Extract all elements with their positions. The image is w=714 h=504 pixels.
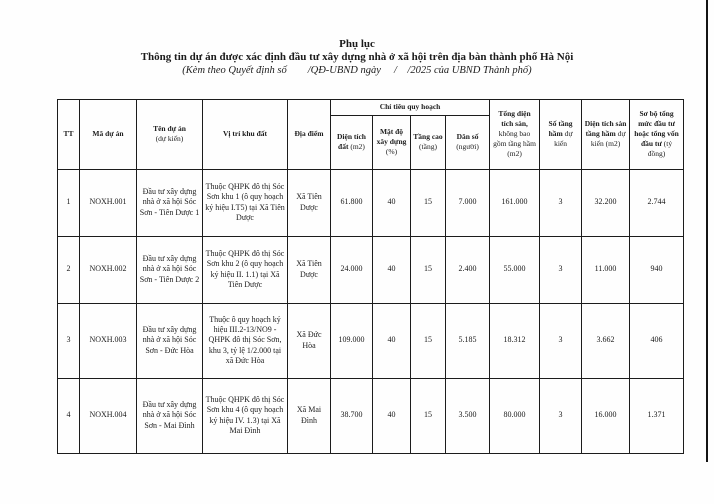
cell-dan-so: 5.185	[446, 303, 490, 378]
cell-vi-tri: Thuộc ô quy hoạch ký hiệu III.2-13/NO9 - QHPK đô thị Sóc Sơn, khu 3, tỷ lệ 1/2.000 tại xã Đức Hòa	[203, 303, 288, 378]
cell-tang-cao: 15	[411, 236, 446, 303]
col-header-group-chi-tieu: Chỉ tiêu quy hoạch	[331, 99, 490, 115]
col-header-vi-tri: Vị trí khu đất	[203, 99, 288, 169]
cell-mat-do: 40	[373, 303, 411, 378]
cell-ten-du-an: Đầu tư xây dựng nhà ở xã hội Sóc Sơn - Mai Đình	[137, 378, 203, 453]
cell-tt: 1	[58, 169, 80, 236]
cell-dan-so: 3.500	[446, 378, 490, 453]
cell-mat-do: 40	[373, 236, 411, 303]
cell-vi-tri: Thuộc QHPK đô thị Sóc Sơn khu 2 (ô quy hoạch ký hiệu II. 1.1) tại Xã Tiên Dược	[203, 236, 288, 303]
cell-dan-so: 2.400	[446, 236, 490, 303]
table-row	[58, 236, 684, 303]
table-body	[58, 169, 684, 453]
cell-tong-san: 80.000	[490, 378, 540, 453]
cell-ten-du-an: Đầu tư xây dựng nhà ở xã hội Sóc Sơn - Tiên Dược 1	[137, 169, 203, 236]
col-header-dia-diem: Địa điểm	[288, 99, 331, 169]
table-row	[58, 303, 684, 378]
cell-so-tang-ham: 3	[540, 303, 582, 378]
col-header-tong-dien-tich-san: Tổng diện tích sàn, không bao gồm tầng hầm (m2)	[490, 99, 540, 169]
cell-san-ham: 11.000	[582, 236, 630, 303]
cell-dien-tich-dat: 109.000	[331, 303, 373, 378]
col-header-mat-do: Mật độ xây dựng (%)	[373, 115, 411, 169]
cell-tong-san: 161.000	[490, 169, 540, 236]
cell-ma-du-an: NOXH.004	[80, 378, 137, 453]
cell-vi-tri: Thuộc QHPK đô thị Sóc Sơn khu 4 (ô quy hoạch ký hiệu IV. 1.3) tại Xã Mai Đình	[203, 378, 288, 453]
cell-tong-muc: 406	[630, 303, 684, 378]
cell-tang-cao: 15	[411, 169, 446, 236]
cell-dia-diem: Xã Mai Đình	[288, 378, 331, 453]
cell-ten-du-an: Đầu tư xây dựng nhà ở xã hội Sóc Sơn - Đức Hòa	[137, 303, 203, 378]
cell-tong-muc: 1.371	[630, 378, 684, 453]
cell-tang-cao: 15	[411, 303, 446, 378]
cell-vi-tri: Thuộc QHPK đô thị Sóc Sơn khu 1 (ô quy hoạch ký hiệu I.T5) tại Xã Tiên Dược	[203, 169, 288, 236]
cell-tong-muc: 2.744	[630, 169, 684, 236]
col-header-ma-du-an: Mã dự án	[80, 99, 137, 169]
cell-dia-diem: Xã Tiên Dược	[288, 169, 331, 236]
table-row	[58, 169, 684, 236]
table-header	[58, 99, 684, 169]
header-row-group	[58, 99, 684, 115]
col-header-tt: TT	[58, 99, 80, 169]
col-header-dien-tich-san-ham: Diện tích sàn tầng hầm dự kiến (m2)	[582, 99, 630, 169]
cell-so-tang-ham: 3	[540, 378, 582, 453]
cell-ma-du-an: NOXH.002	[80, 236, 137, 303]
projects-table	[57, 99, 684, 454]
cell-tong-muc: 940	[630, 236, 684, 303]
scan-edge-artifact	[706, 0, 708, 462]
title-block	[0, 0, 714, 78]
table-row	[58, 378, 684, 453]
cell-mat-do: 40	[373, 169, 411, 236]
cell-san-ham: 16.000	[582, 378, 630, 453]
col-header-so-bo-tong-muc: Sơ bộ tổng mức đầu tư hoặc tổng vốn đầu tư (tỷ đồng)	[630, 99, 684, 169]
cell-tang-cao: 15	[411, 378, 446, 453]
cell-ten-du-an: Đầu tư xây dựng nhà ở xã hội Sóc Sơn - Tiên Dược 2	[137, 236, 203, 303]
cell-ma-du-an: NOXH.003	[80, 303, 137, 378]
document-note: (Kèm theo Quyết định số /QĐ-UBND ngày / /2025 của UBND Thành phố)	[182, 64, 532, 76]
cell-dia-diem: Xã Đức Hòa	[288, 303, 331, 378]
col-header-ten-du-an: Tên dự án (dự kiến)	[137, 99, 203, 169]
cell-tt: 2	[58, 236, 80, 303]
cell-tt: 3	[58, 303, 80, 378]
cell-mat-do: 40	[373, 378, 411, 453]
cell-tong-san: 55.000	[490, 236, 540, 303]
cell-dien-tich-dat: 24.000	[331, 236, 373, 303]
cell-dien-tich-dat: 61.800	[331, 169, 373, 236]
cell-dien-tich-dat: 38.700	[331, 378, 373, 453]
col-header-dan-so: Dân số (người)	[446, 115, 490, 169]
col-header-dien-tich-dat: Diện tích đất (m2)	[331, 115, 373, 169]
cell-san-ham: 3.662	[582, 303, 630, 378]
col-header-so-tang-ham: Số tầng hầm dự kiến	[540, 99, 582, 169]
cell-tt: 4	[58, 378, 80, 453]
cell-so-tang-ham: 3	[540, 169, 582, 236]
appendix-title: Phụ lục	[339, 38, 375, 50]
cell-ma-du-an: NOXH.001	[80, 169, 137, 236]
document-title: Thông tin dự án được xác định đầu tư xây dựng nhà ở xã hội trên địa bàn thành phố Hà Nội	[140, 51, 574, 64]
cell-dia-diem: Xã Tiên Dược	[288, 236, 331, 303]
cell-dan-so: 7.000	[446, 169, 490, 236]
cell-tong-san: 18.312	[490, 303, 540, 378]
cell-so-tang-ham: 3	[540, 236, 582, 303]
cell-san-ham: 32.200	[582, 169, 630, 236]
col-header-tang-cao: Tầng cao (tầng)	[411, 115, 446, 169]
